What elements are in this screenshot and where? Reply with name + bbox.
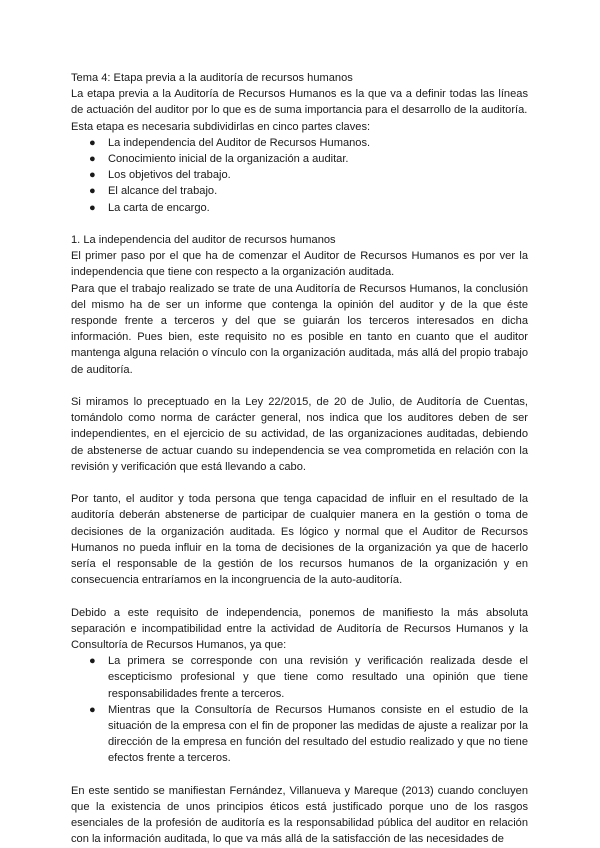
bullet-icon: ● [89,136,96,149]
stages-list [71,135,528,216]
bullet-icon: ● [89,703,96,716]
document-page [71,70,528,848]
bullet-icon: ● [89,655,96,668]
bullet-icon: ● [89,169,96,182]
comparison-list [71,653,528,766]
list-item: ● El alcance del trabajo. [71,183,528,199]
bullet-icon: ● [89,201,96,214]
section1-paragraph-6: En este sentido se manifiestan Fernández, Villanueva y Mareque (2013) cuando concluyen que la existencia de unos principios éticos está justificado porque uno de los rasgos esenciales de la profesión de auditoría es la responsabilidad pública del auditor en relación con la información auditada, lo que va más allá de la satisfacción de las necesidades de [71,784,528,846]
section1-heading: 1. La independencia del auditor de recursos humanos [71,234,336,247]
section1-paragraph-4: Por tanto, el auditor y toda persona que tenga capacidad de influir en el resultado de la auditoría deberán abstenerse de participar de cualquier manera en la gestión o toma de decisiones de la organización auditada. Es lógico y normal que el Auditor de Recursos Humanos no pueda influir en la toma de decisiones de la organización ya que de hacerlo sería el responsable de la gestión de los recursos humanos de la organización y en consecuencia entraríamos en la incongruencia de la auto-auditoría. [71,493,528,587]
section1-paragraph-5: Debido a este requisito de independencia, ponemos de manifiesto la más absoluta separación e incompatibilidad entre la actividad de Auditoría de Recursos Humanos y la Consultoría de Recursos Humanos, ya que: [71,606,528,652]
bullet-icon: ● [89,153,96,166]
section1-paragraph-3: Si miramos lo preceptuado en la Ley 22/2015, de 20 de Julio, de Auditoría de Cuentas, tomándolo como norma de carácter general, nos indica que los auditores deben de ser independientes, en el ejercicio de su actividad, de las organizaciones auditadas, debiendo de abstenerse de actuar cuando su independencia se vea comprometida en relación con la revisión y verificación que está llevando a cabo. [71,396,528,473]
list-item: ● La carta de encargo. [71,200,528,216]
list-item: ● Mientras que la Consultoría de Recursos Humanos consiste en el estudio de la situación de la empresa con el fin de proponer las medidas de ajuste a realizar por la dirección de la empresa en función del resultado del estudio realizado y que no tiene efectos frente a terceros. [89,703,528,765]
document-title: Tema 4: Etapa previa a la auditoría de recursos humanos [71,72,353,84]
list-item: ● Los objetivos del trabajo. [71,167,528,183]
bullet-icon: ● [89,185,96,198]
subdivide-paragraph: Esta etapa es necesaria subdividirlas en cinco partes claves: [71,120,371,133]
list-item: ● La primera se corresponde con una revisión y verificación realizada desde el escepticismo profesional y que tiene como resultado una opinión que tiene responsabilidades frente a terceros. [89,655,528,700]
intro-paragraph: La etapa previa a la Auditoría de Recursos Humanos es la que va a definir todas las líneas de actuación del auditor por lo que es de suma importancia para el desarrollo de la auditoría. [71,88,528,117]
section1-paragraph-1: El primer paso por el que ha de comenzar el Auditor de Recursos Humanos es por ver la independencia que tiene con respecto a la organización auditada. [71,250,528,279]
list-item: ● Conocimiento inicial de la organización a auditar. [71,151,528,167]
section1-paragraph-2: Para que el trabajo realizado se trate de una Auditoría de Recursos Humanos, la conclusión del mismo ha de ser un informe que contenga la opinión del auditor y de la que éste responde frente a terceros y del que se guiarán los terceros interesados en dicha información. Pues bien, este requisito no es posible en tanto en cuanto que el auditor mantenga alguna relación o vínculo con la organización auditada, más allá del propio trabajo de auditoría. [71,282,528,376]
list-item: ● La independencia del Auditor de Recursos Humanos. [71,135,528,151]
